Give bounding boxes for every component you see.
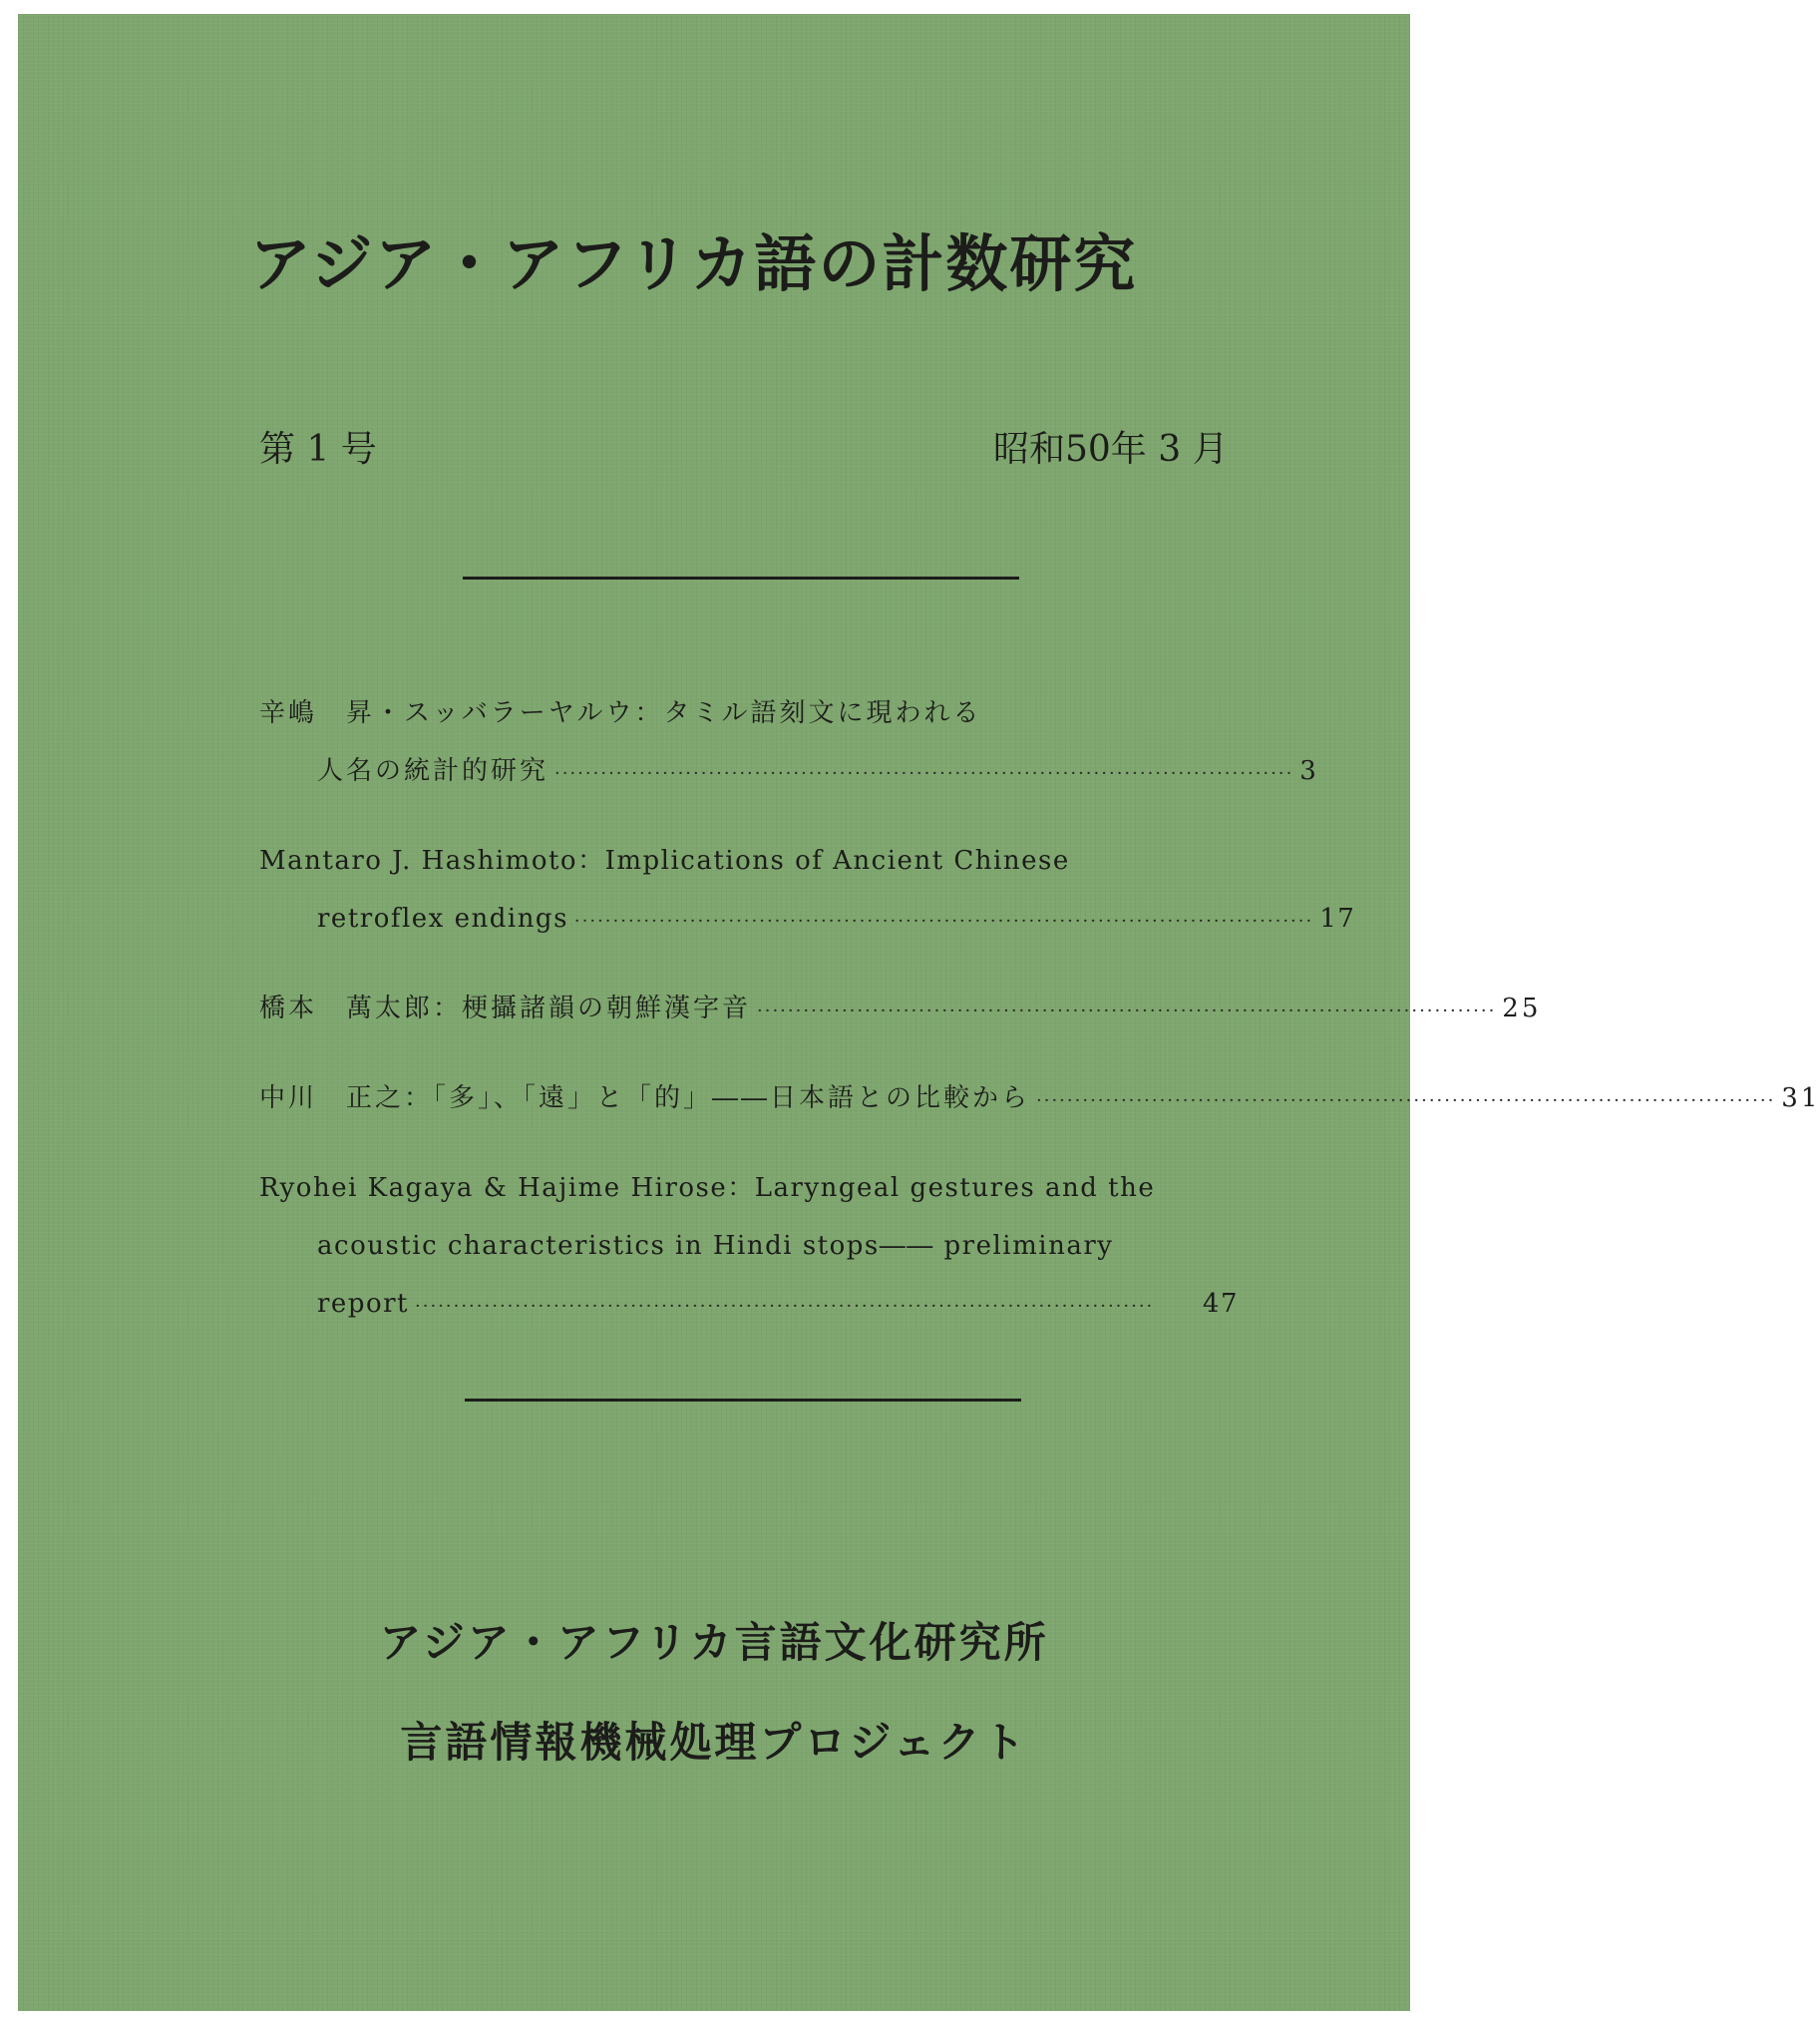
toc-entry: [259, 980, 1542, 1037]
dot-leader: ································································································: [415, 1296, 1155, 1317]
toc-entry: [259, 684, 1319, 800]
toc-entry-text: retroflex endings: [317, 904, 568, 934]
toc-entry-text: 人名の統計的研究: [317, 756, 549, 786]
toc-entry: [259, 1069, 1820, 1127]
toc-entry: [259, 1159, 1239, 1333]
toc-entry-text: 橋本 萬太郎：梗攝諸韻の朝鮮漢字音: [259, 994, 752, 1023]
journal-cover: [18, 14, 1820, 2011]
toc-page-number: 31: [1781, 1083, 1820, 1113]
dot-leader: ································································································: [554, 763, 1294, 784]
publisher-institute: アジア・アフリカ言語文化研究所: [379, 1618, 1049, 1667]
table-of-contents: [259, 684, 1820, 1333]
toc-entry-text: acoustic characteristics in Hindi stops―― preliminary: [317, 1231, 1114, 1261]
issue-number: 第 1 号: [259, 429, 377, 470]
bottom-divider: [465, 1399, 1021, 1402]
dot-leader: ································································································: [1036, 1090, 1776, 1111]
toc-entry-text: 中川 正之：「多」、「遠」と「的」――日本語との比較から: [259, 1083, 1031, 1113]
toc-page-number: 17: [1319, 904, 1356, 934]
toc-page-number: 25: [1502, 994, 1542, 1023]
dot-leader: ································································································: [757, 1001, 1497, 1021]
toc-page-number: 3: [1299, 756, 1319, 786]
toc-entry-text: report: [317, 1289, 409, 1319]
publication-date: 昭和50年 3 月: [993, 429, 1229, 470]
journal-title: アジア・アフリカ語の計数研究: [249, 227, 1138, 300]
dot-leader: ································································································: [573, 911, 1314, 932]
top-divider: [463, 577, 1019, 580]
toc-entry-text: Ryohei Kagaya & Hajime Hirose：Laryngeal gestures and the: [259, 1173, 1156, 1203]
toc-entry-text: 辛嶋 昇・スッバラーヤルウ：タミル語刻文に現われる: [259, 698, 982, 728]
toc-entry: [259, 832, 1356, 948]
publisher-project: 言語情報機械処理プロジェクト: [400, 1718, 1028, 1767]
toc-page-number: 47: [1202, 1289, 1239, 1319]
toc-entry-text: Mantaro J. Hashimoto：Implications of Ancient Chinese: [259, 846, 1070, 876]
